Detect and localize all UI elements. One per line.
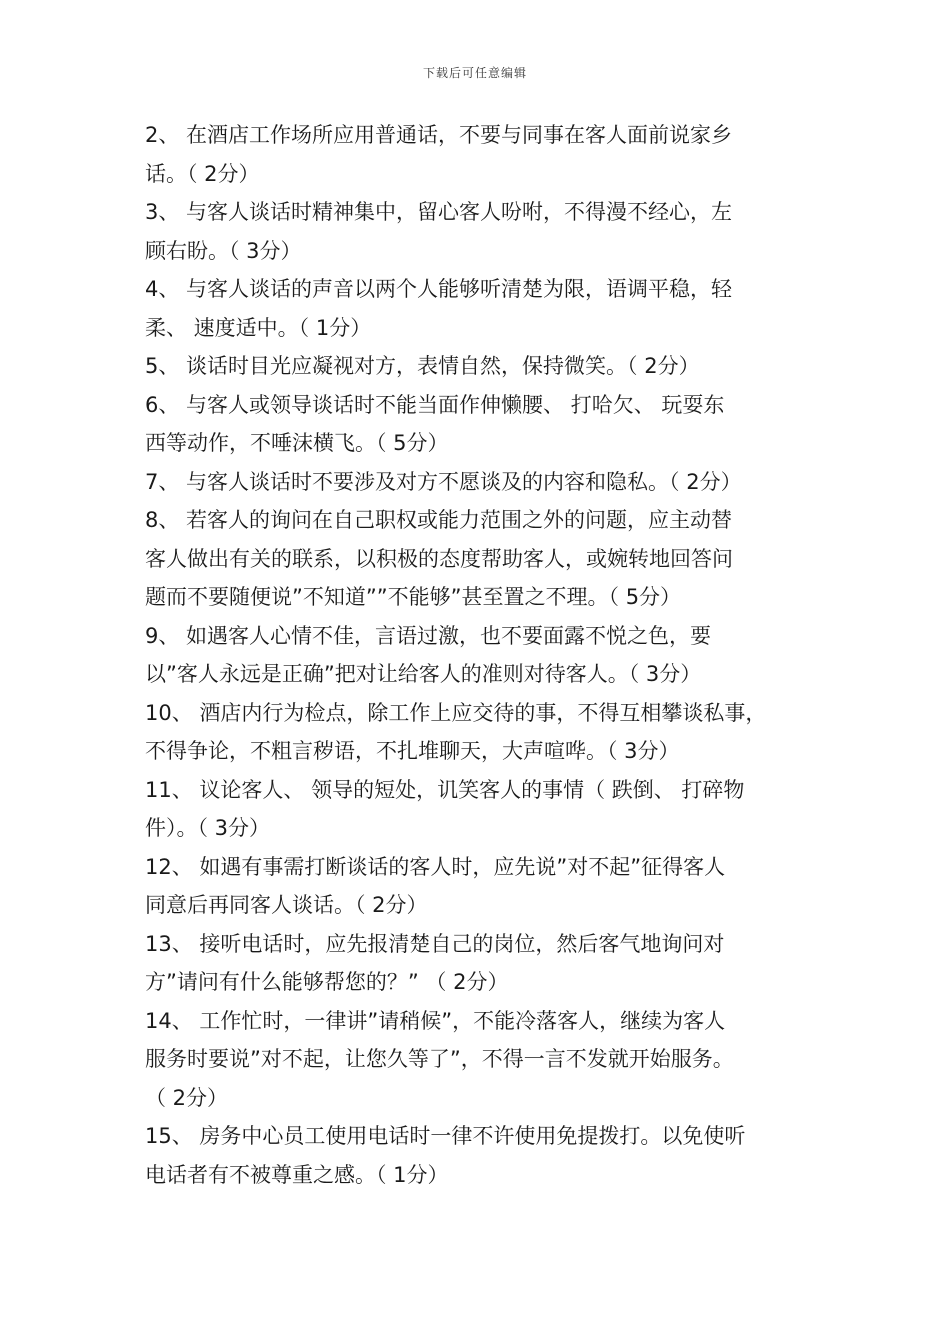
page-header: 下载后可任意编辑 (422, 66, 527, 80)
text-line: 5、 谈话时目光应凝视对方，表情自然，保持微笑。（ 2分） (145, 354, 700, 378)
text-line: 柔、 速度适中。（ 1分） (145, 315, 372, 340)
document-body (145, 116, 817, 1194)
text-line: 11、 议论客人、 领导的短处，讥笑客人的事情（ 跌倒、 打碎物 (145, 777, 745, 802)
text-line: 题而不要随便说”不知道””不能够”甚至置之不理。（ 5分） (145, 585, 682, 609)
text-line: 话。（ 2分） (145, 161, 260, 186)
text-line: 12、 如遇有事需打断谈话的客人时，应先说”对不起”征得客人 (145, 854, 726, 879)
text-line: 13、 接听电话时，应先报清楚自己的岗位，然后客气地询问对 (145, 931, 725, 956)
text-line: 客人做出有关的联系，以积极的态度帮助客人，或婉转地回答问 (145, 546, 733, 571)
text-line: 2、 在酒店工作场所应用普通话，不要与同事在客人面前说家乡 (145, 123, 733, 147)
text-line: 7、 与客人谈话时不要涉及对方不愿谈及的内容和隐私。（ 2分） (145, 469, 742, 494)
text-line: 电话者有不被尊重之感。（ 1分） (145, 1162, 449, 1187)
text-line: 3、 与客人谈话时精神集中，留心客人吩咐，不得漫不经心，左 (145, 200, 733, 224)
text-line: 8、 若客人的询问在自己职权或能力范围之外的问题，应主动替 (145, 508, 733, 532)
text-line: 同意后再同客人谈话。（ 2分） (145, 893, 428, 917)
text-line: 西等动作，不唾沫横飞。（ 5分） (145, 431, 449, 455)
text-line: 4、 与客人谈话的声音以两个人能够听清楚为限，语调平稳，轻 (145, 277, 733, 301)
text-line: 件）。（ 3分） (145, 816, 271, 840)
text-line: 6、 与客人或领导谈话时不能当面作伸懒腰、 打哈欠、 玩耍东 (145, 392, 725, 417)
text-line: 方”请问有什么能够帮您的？” （ 2分） (145, 970, 509, 994)
text-line: 服务时要说”对不起，让您久等了”，不得一言不发就开始服务。 (145, 1047, 734, 1071)
text-line: 不得争论，不粗言秽语，不扎堆聊天，大声喧哗。（ 3分） (145, 739, 680, 763)
text-line: 10、 酒店内行为检点，除工作上应交待的事，不得互相攀谈私事， (145, 700, 767, 725)
text-line: 9、 如遇客人心情不佳，言语过激，也不要面露不悦之色，要 (145, 623, 712, 648)
text-line: 15、 房务中心员工使用电话时一律不许使用免提拨打。以免使听 (145, 1124, 746, 1148)
text-line: 顾右盼。（ 3分） (145, 238, 302, 263)
text-line: （ 2分） (145, 1085, 229, 1110)
text-line: 以”客人永远是正确”把对让给客人的准则对待客人。（ 3分） (145, 662, 702, 686)
text-line: 14、 工作忙时，一律讲”请稍候”，不能冷落客人，继续为客人 (145, 1008, 726, 1033)
